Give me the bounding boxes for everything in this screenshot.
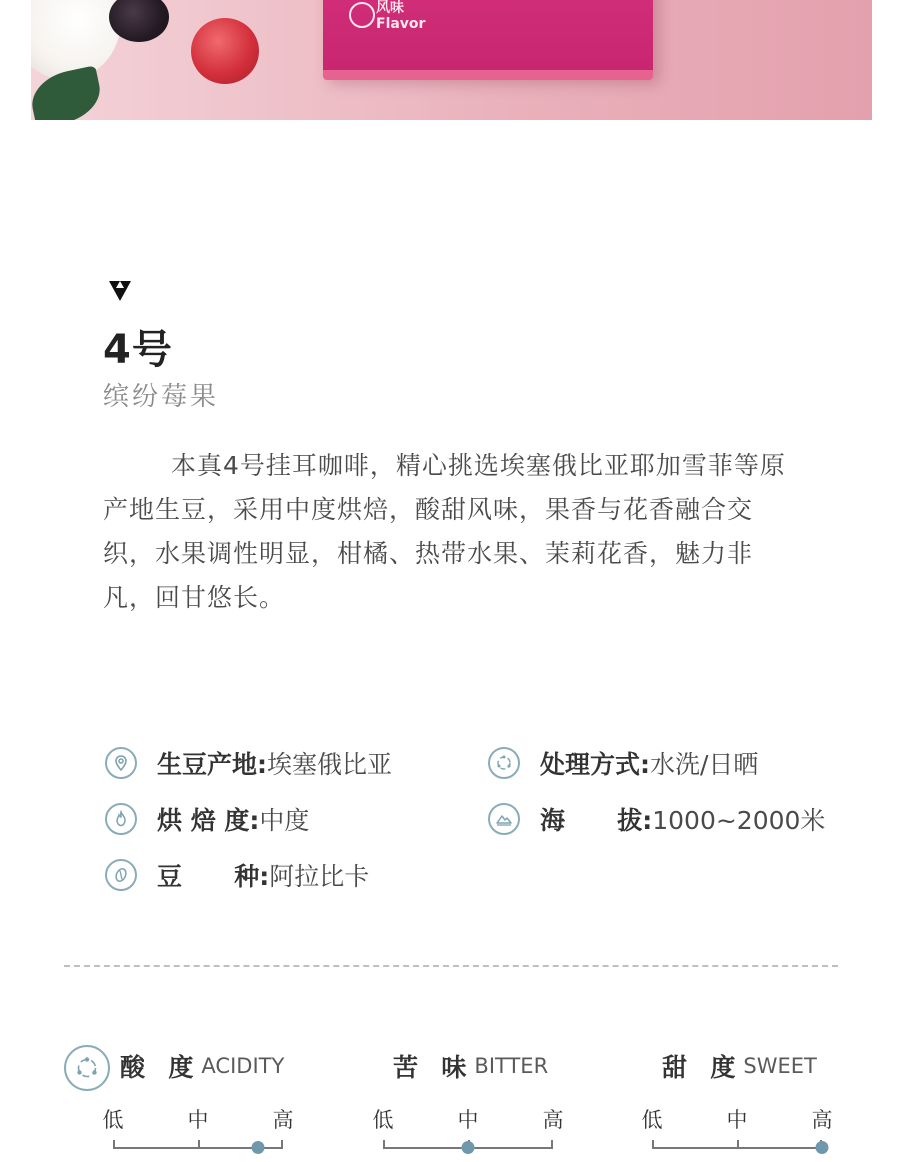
sweet-scale-tick	[652, 1140, 654, 1149]
sweet-scale-tick	[737, 1140, 739, 1149]
acidity-scale-low-label: 低	[102, 1108, 124, 1132]
acidity-level-dot	[251, 1141, 264, 1154]
box-logo-icon	[349, 2, 375, 28]
info-altitude	[488, 799, 825, 839]
coffee-bean-icon	[105, 859, 137, 891]
bitter-scale-high-label: 高	[542, 1108, 564, 1132]
sweet-heading	[662, 1046, 817, 1086]
bitter-scale-mid-label: 中	[457, 1108, 479, 1132]
variety-label: 豆 种:	[157, 862, 270, 891]
raspberry-illustration	[191, 18, 259, 84]
bitter-label: 苦 味	[393, 1053, 469, 1082]
altitude-label: 海 拔:	[540, 806, 653, 835]
bitter-level-dot	[462, 1141, 475, 1154]
acidity-scale-mid-label: 中	[187, 1108, 209, 1132]
hero-image	[31, 0, 872, 120]
cycle-icon	[488, 747, 520, 779]
info-roast	[105, 799, 309, 839]
acidity-label-en: ACIDITY	[201, 1054, 285, 1078]
location-pin-icon	[105, 747, 137, 779]
flame-icon	[105, 803, 137, 835]
product-subtitle: 缤纷莓果	[103, 382, 220, 412]
mountain-icon	[488, 803, 520, 835]
roast-label: 烘 焙 度:	[157, 806, 260, 835]
variety-value: 阿拉比卡	[269, 862, 370, 891]
acidity-scale	[102, 1104, 292, 1162]
sweet-level-dot	[816, 1141, 829, 1154]
box-text: 风味 Flavor	[376, 0, 426, 32]
product-box-edge	[323, 70, 653, 80]
sweet-scale-low-label: 低	[641, 1108, 663, 1132]
bitter-scale-low-label: 低	[372, 1108, 394, 1132]
acidity-scale-tick	[281, 1140, 283, 1149]
altitude-value: 1000~2000米	[652, 806, 826, 835]
sweet-scale-high-label: 高	[811, 1108, 833, 1132]
sweet-label-en: SWEET	[743, 1054, 817, 1078]
product-title: 4号	[103, 327, 173, 373]
acidity-scale-tick	[198, 1140, 200, 1149]
acidity-scale-tick	[113, 1140, 115, 1149]
sweet-label: 甜 度	[662, 1053, 738, 1082]
acidity-scale-high-label: 高	[272, 1108, 294, 1132]
origin-label: 生豆产地:	[157, 750, 267, 779]
info-variety	[105, 855, 369, 895]
bitter-label-en: BITTER	[474, 1054, 549, 1078]
roast-value: 中度	[259, 806, 310, 835]
flower-illustration	[31, 0, 121, 80]
sweet-scale-mid-label: 中	[726, 1108, 748, 1132]
acidity-heading	[120, 1046, 284, 1086]
acidity-cycle-icon	[64, 1045, 110, 1091]
info-origin	[105, 743, 392, 783]
origin-value: 埃塞俄比亚	[267, 750, 393, 779]
section-arrow-icon	[109, 281, 131, 301]
acidity-label: 酸 度	[120, 1053, 196, 1082]
bitter-scale	[372, 1104, 562, 1162]
bitter-scale-tick	[383, 1140, 385, 1149]
product-description: 本真4号挂耳咖啡，精心挑选埃塞俄比亚耶加雪菲等原产地生豆，采用中度烘焙，酸甜风味，果香与花香融合交织，水果调性明显，柑橘、热带水果、茉莉花香，魅力非凡，回甘悠长。	[103, 451, 786, 612]
info-process	[488, 743, 758, 783]
process-label: 处理方式:	[540, 750, 650, 779]
dashed-divider	[64, 965, 838, 967]
bitter-heading	[393, 1046, 548, 1086]
process-value: 水洗/日晒	[650, 750, 759, 779]
bitter-scale-tick	[551, 1140, 553, 1149]
sweet-scale	[641, 1104, 831, 1162]
